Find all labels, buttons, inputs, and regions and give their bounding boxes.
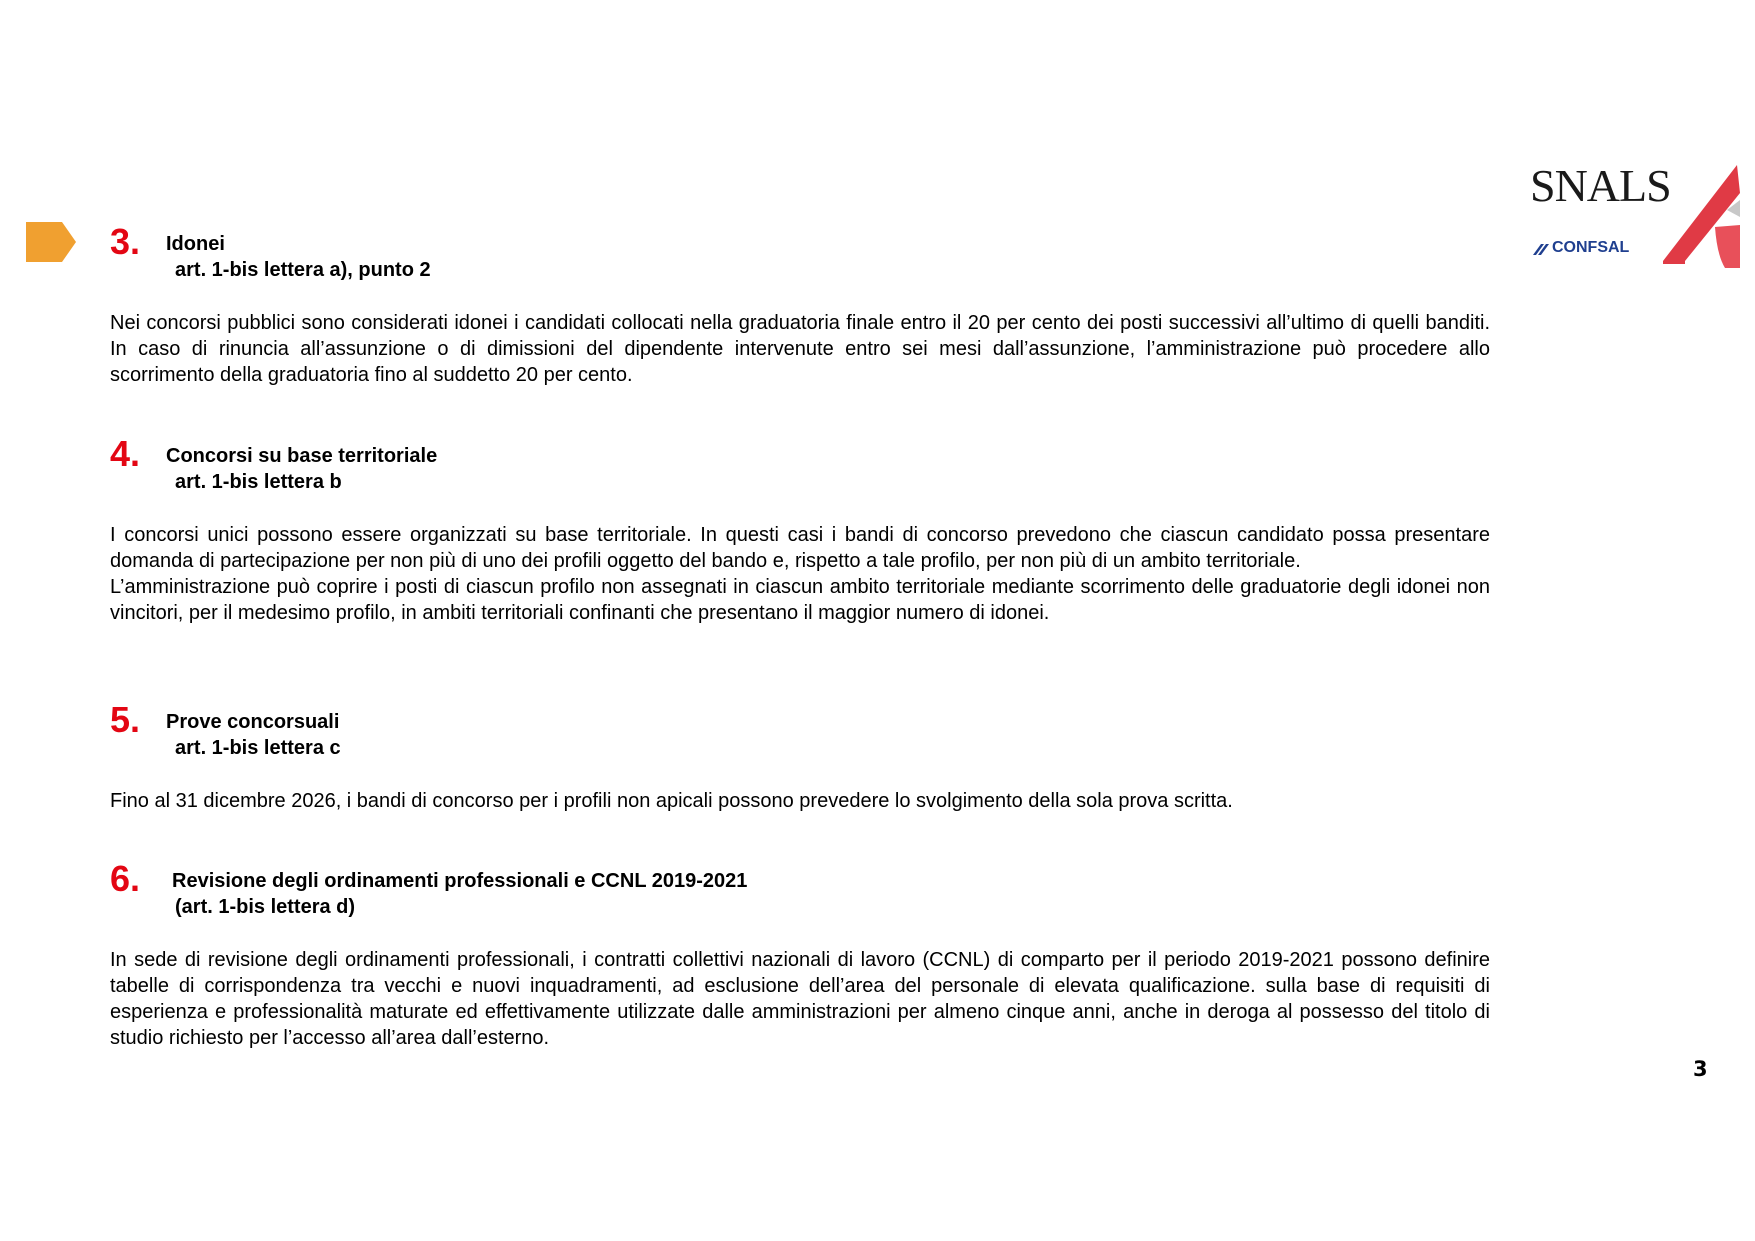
- section-paragraph: I concorsi unici possono essere organizzati su base territoriale. In questi casi i bandi di concorso prevedono che ciascun candidato possa presentare domanda di partecipazione per non più di uno dei profili oggetto del bando e, rispetto a tale profilo, per non più di un ambito territoriale.: [110, 524, 1490, 572]
- snals-confsal-logo: [1530, 160, 1740, 273]
- section-body: [110, 947, 1490, 1051]
- section-body: [110, 522, 1490, 626]
- section-marker-icon: [26, 222, 76, 262]
- section-3: [110, 221, 1490, 388]
- logo-confsal-text: CONFSAL: [1552, 239, 1630, 256]
- section-paragraph: L’amministrazione può coprire i posti di ciascun profilo non assegnati in ciascun ambito territoriale mediante scorrimento delle graduatorie degli idonei non vincitori, per il medesimo profilo, in ambiti territoriali confinanti che presentano il maggior numero di idonei.: [110, 576, 1490, 624]
- section-number: 5.: [110, 699, 141, 740]
- section-4: [110, 433, 1490, 626]
- section-subtitle: art. 1-bis lettera c: [175, 737, 341, 759]
- section-subtitle: (art. 1-bis lettera d): [175, 896, 356, 918]
- section-5: [110, 699, 1490, 814]
- section-number: 6.: [110, 858, 141, 899]
- section-title: Concorsi su base territoriale: [166, 445, 438, 467]
- section-number: 3.: [110, 221, 141, 262]
- section-header: [110, 433, 1490, 478]
- section-header: [110, 221, 1490, 266]
- section-6: [110, 858, 1490, 1051]
- section-number: 4.: [110, 433, 141, 474]
- section-paragraph: Fino al 31 dicembre 2026, i bandi di concorso per i profili non apicali possono prevedere lo svolgimento della sola prova scritta.: [110, 790, 1233, 812]
- section-title: Revisione degli ordinamenti professionali e CCNL 2019-2021: [172, 870, 748, 892]
- section-subtitle: art. 1-bis lettera b: [175, 471, 342, 493]
- section-body: [110, 310, 1490, 388]
- section-title: Prove concorsuali: [166, 711, 340, 733]
- section-header: [110, 699, 1490, 744]
- logo-snals-text: SNALS: [1530, 160, 1671, 211]
- section-paragraph: Nei concorsi pubblici sono considerati idonei i candidati collocati nella graduatoria finale entro il 20 per cento dei posti successivi all’ultimo di quelli banditi. In caso di rinuncia all’assunzione o di dimissioni del dipendente intervenute entro sei mesi dall’assunzione, l’amministrazione può procedere allo scorrimento della graduatoria fino al suddetto 20 per cento.: [110, 312, 1490, 386]
- page-number: 3: [1693, 1057, 1708, 1081]
- section-title: Idonei: [166, 233, 225, 255]
- confsal-mark-icon: [1531, 242, 1551, 257]
- section-paragraph: In sede di revisione degli ordinamenti professionali, i contratti collettivi nazionali di lavoro (CCNL) di comparto per il periodo 2019-2021 possono definire tabelle di corrispondenza tra vecchi e nuovi inquadramenti, ad esclusione dell’area del personale di elevata qualificazione. sulla base di requisiti di esperienza e professionalità maturate ed effettivamente utilizzate dalle amministrazioni per almeno cinque anni, anche in deroga al possesso del titolo di studio richiesto per l’accesso all’area dall’esterno.: [110, 949, 1490, 1049]
- section-header: [110, 858, 1490, 903]
- section-subtitle: art. 1-bis lettera a), punto 2: [175, 259, 431, 281]
- section-body: [110, 788, 1490, 814]
